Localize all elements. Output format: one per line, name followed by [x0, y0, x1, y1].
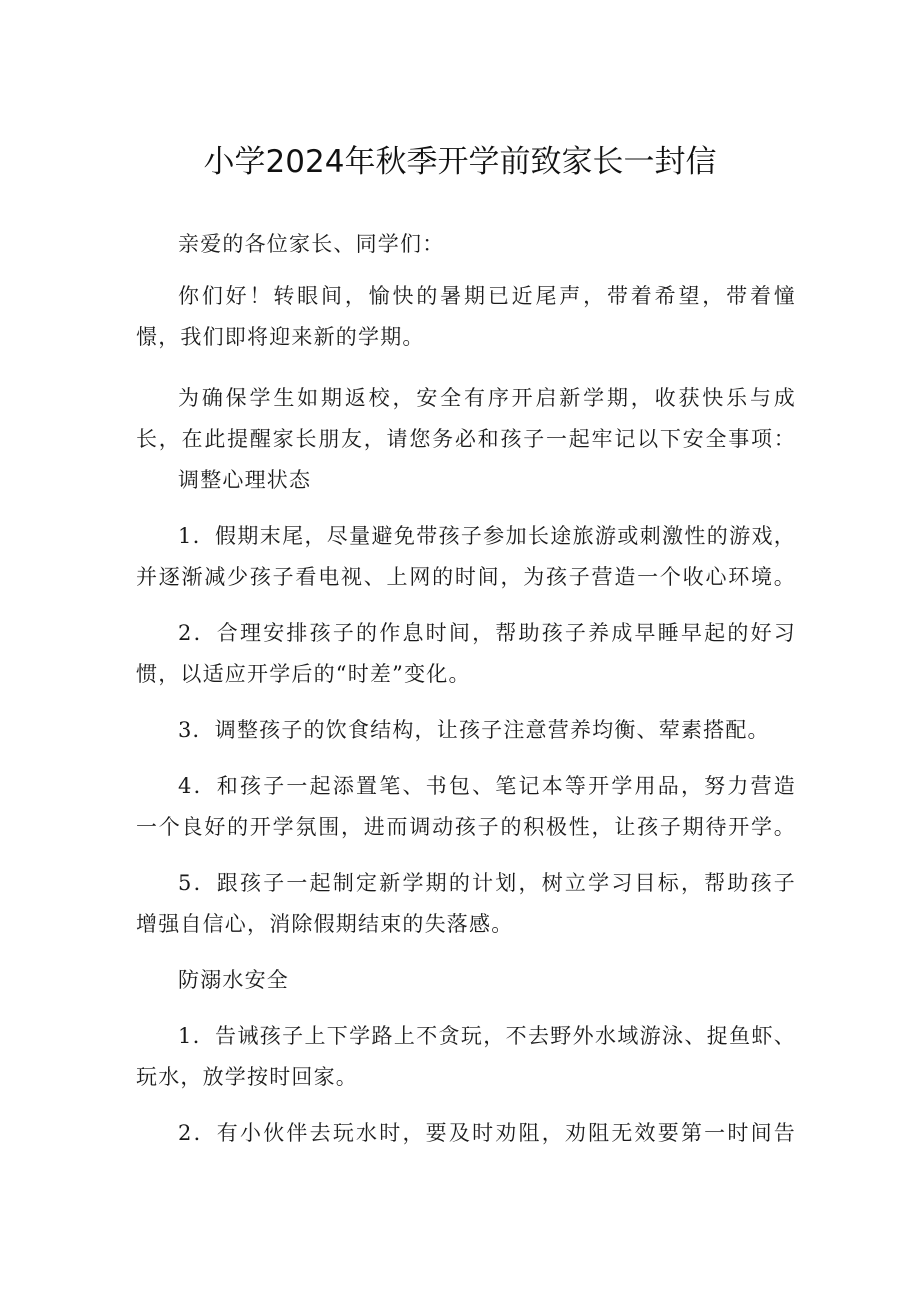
document-title: 小学2024年秋季开学前致家长一封信	[203, 144, 717, 180]
section1-item4-line-1: 4．和孩子一起添置笔、书包、笔记本等开学用品，努力营造	[178, 774, 796, 798]
section-heading-mental: 调整心理状态	[178, 468, 312, 492]
intro-line-2: 憬，我们即将迎来新的学期。	[136, 325, 425, 349]
section1-item1-line-2: 并逐渐减少孩子看电视、上网的时间，为孩子营造一个收心环境。	[136, 565, 796, 589]
greeting: 亲爱的各位家长、同学们：	[178, 232, 445, 256]
letter-body	[136, 224, 796, 1154]
section1-item1-line-1: 1．假期末尾，尽量避免带孩子参加长途旅游或刺激性的游戏，	[178, 524, 796, 548]
section-heading-drowning: 防溺水安全	[178, 968, 289, 992]
section1-item5-line-2: 增强自信心，消除假期结束的失落感。	[136, 912, 514, 936]
intro-line-1: 你们好！转眼间，愉快的暑期已近尾声，带着希望，带着憧	[178, 284, 796, 308]
section1-item2-line-1: 2．合理安排孩子的作息时间，帮助孩子养成早睡早起的好习	[178, 621, 796, 645]
purpose-line-1: 为确保学生如期返校，安全有序开启新学期，收获快乐与成	[178, 386, 796, 410]
section2-item1-line-1: 1．告诫孩子上下学路上不贪玩，不去野外水域游泳、捉鱼虾、	[178, 1024, 796, 1048]
section1-item3-line-1: 3．调整孩子的饮食结构，让孩子注意营养均衡、荤素搭配。	[178, 718, 770, 742]
section1-item5-line-1: 5．跟孩子一起制定新学期的计划，树立学习目标，帮助孩子	[178, 871, 796, 895]
purpose-line-2: 长，在此提醒家长朋友，请您务必和孩子一起牢记以下安全事项：	[136, 427, 796, 451]
section2-item1-line-2: 玩水，放学按时回家。	[136, 1065, 358, 1089]
section1-item2-line-2: 惯，以适应开学后的“时差”变化。	[136, 662, 471, 686]
section1-item4-line-2: 一个良好的开学氛围，进而调动孩子的积极性，让孩子期待开学。	[136, 815, 796, 839]
section2-item2-line-1: 2．有小伙伴去玩水时，要及时劝阻，劝阻无效要第一时间告	[178, 1121, 796, 1145]
